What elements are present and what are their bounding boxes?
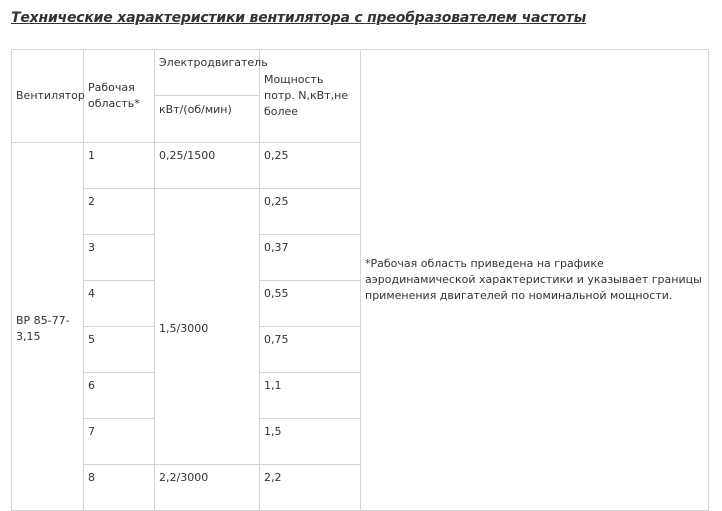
area-cell: 4 [84,281,155,327]
spec-table [11,49,709,511]
power-cell: 0,25 [260,189,361,235]
area-cell: 2 [84,189,155,235]
area-cell: 8 [84,465,155,511]
area-cell: 7 [84,419,155,465]
power-cell: 0,25 [260,143,361,189]
area-cell: 3 [84,235,155,281]
page-title: Технические характеристики вентилятора с преобразователем частоты [11,10,587,26]
header-motor-unit: кВт/(об/мин) [155,96,260,143]
power-cell: 0,55 [260,281,361,327]
header-area: Рабочая область* [84,50,155,143]
motor-cell: 2,2/3000 [155,465,260,511]
area-cell: 6 [84,373,155,419]
fan-name-cell: ВР 85-77-3,15 [12,143,84,511]
power-cell: 1,5 [260,419,361,465]
power-cell: 0,75 [260,327,361,373]
power-cell: 2,2 [260,465,361,511]
header-power: Мощность потр. N,кВт,не более [260,50,361,143]
power-cell: 1,1 [260,373,361,419]
power-cell: 0,37 [260,235,361,281]
motor-cell: 0,25/1500 [155,143,260,189]
area-cell: 1 [84,143,155,189]
header-fan: Вентилятор [12,50,84,143]
header-motor: Электродвигатель [155,50,260,96]
header-row [12,50,709,96]
note-cell: *Рабочая область приведена на графике аэродинамической характеристики и указывает границы применения двигателей по номинальной мощности. [361,50,709,511]
area-cell: 5 [84,327,155,373]
motor-cell-merged: 1,5/3000 [155,189,260,465]
